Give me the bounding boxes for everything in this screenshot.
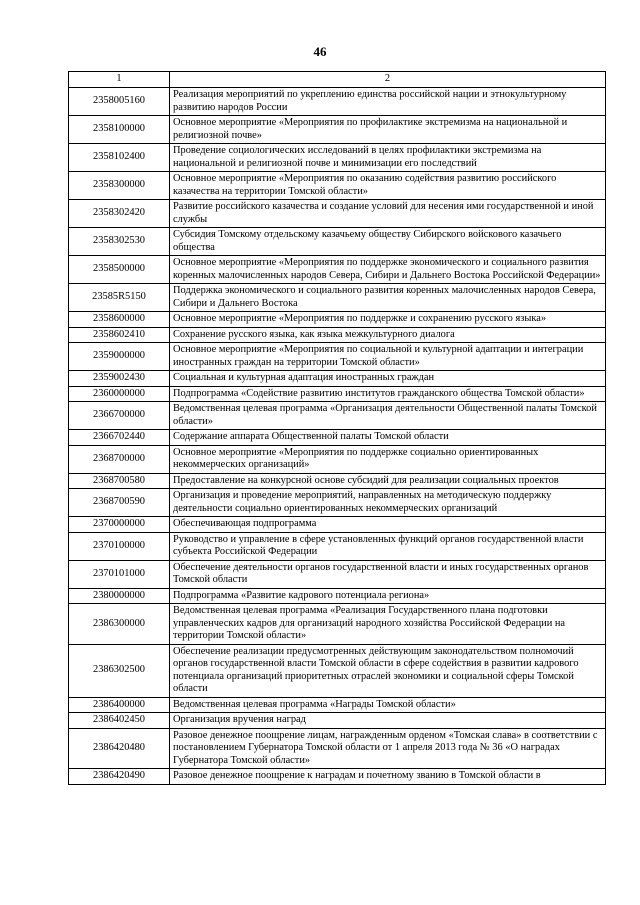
row-name: Обеспечение реализации предусмотренных действующим законодательством полномочий органов государственной власти Томской области в сфере содействия в развитии кадрового потенциала организаций приоритетных отраслей экономики и социальной сферы Томской области bbox=[170, 644, 606, 697]
row-name: Разовое денежное поощрение к наградам и почетному званию в Томской области в bbox=[170, 769, 606, 785]
table-row bbox=[69, 532, 606, 560]
table-row bbox=[69, 116, 606, 144]
row-name: Реализация мероприятий по укреплению единства российской нации и этнокультурному развитию народов России bbox=[170, 88, 606, 116]
row-name: Обеспечивающая подпрограмма bbox=[170, 517, 606, 533]
table-row bbox=[69, 604, 606, 645]
row-name: Субсидия Томскому отдельскому казачьему обществу Сибирского войскового казачьего общества bbox=[170, 228, 606, 256]
table-row bbox=[69, 560, 606, 588]
row-code: 2386420480 bbox=[69, 728, 170, 769]
row-code: 2368700580 bbox=[69, 473, 170, 489]
row-code: 2358302530 bbox=[69, 228, 170, 256]
row-name: Основное мероприятие «Мероприятия по поддержке и сохранению русского языка» bbox=[170, 312, 606, 328]
row-name: Основное мероприятие «Мероприятия по поддержке экономического и социального развития коренных малочисленных народов Севера, Сибири и Дальнего Востока Российской Федерации» bbox=[170, 256, 606, 284]
row-name: Ведомственная целевая программа «Награды Томской области» bbox=[170, 697, 606, 713]
row-code: 2386302500 bbox=[69, 644, 170, 697]
row-name: Основное мероприятие «Мероприятия по оказанию содействия развитию российского казачества на территории Томской области» bbox=[170, 172, 606, 200]
table-row bbox=[69, 473, 606, 489]
table-row bbox=[69, 228, 606, 256]
row-code: 2368700000 bbox=[69, 445, 170, 473]
row-name: Социальная и культурная адаптация иностранных граждан bbox=[170, 371, 606, 387]
row-name: Основное мероприятие «Мероприятия по профилактике экстремизма на национальной и религиозной почве» bbox=[170, 116, 606, 144]
row-code: 2366702440 bbox=[69, 430, 170, 446]
table-row bbox=[69, 517, 606, 533]
row-code: 2358300000 bbox=[69, 172, 170, 200]
row-code: 2358302420 bbox=[69, 200, 170, 228]
row-code: 2359002430 bbox=[69, 371, 170, 387]
row-code: 2370101000 bbox=[69, 560, 170, 588]
row-code: 2358100000 bbox=[69, 116, 170, 144]
row-code: 2358500000 bbox=[69, 256, 170, 284]
row-name: Обеспечение деятельности органов государственной власти и иных государственных органов Томской области bbox=[170, 560, 606, 588]
row-code: 2366700000 bbox=[69, 402, 170, 430]
table-row bbox=[69, 769, 606, 785]
row-name: Организация вручения наград bbox=[170, 713, 606, 729]
row-name: Разовое денежное поощрение лицам, награжденным орденом «Томская слава» в соответствии с постановлением Губернатора Томской области от 1 апреля 2013 года № 36 «О наградах Губернатора Томской области» bbox=[170, 728, 606, 769]
table-row bbox=[69, 88, 606, 116]
row-code: 2370000000 bbox=[69, 517, 170, 533]
row-name: Сохранение русского языка, как языка межкультурного диалога bbox=[170, 327, 606, 343]
row-code: 2380000000 bbox=[69, 588, 170, 604]
table-row bbox=[69, 728, 606, 769]
table-row bbox=[69, 713, 606, 729]
table-row bbox=[69, 386, 606, 402]
table-row bbox=[69, 402, 606, 430]
row-code: 2368700590 bbox=[69, 489, 170, 517]
table-row bbox=[69, 172, 606, 200]
column-header-name: 2 bbox=[170, 72, 606, 88]
row-code: 2386400000 bbox=[69, 697, 170, 713]
row-name: Ведомственная целевая программа «Организация деятельности Общественной палаты Томской области» bbox=[170, 402, 606, 430]
row-code: 2358005160 bbox=[69, 88, 170, 116]
column-header-code: 1 bbox=[69, 72, 170, 88]
table-row bbox=[69, 430, 606, 446]
page-number: 46 bbox=[313, 44, 327, 59]
row-name: Проведение социологических исследований в целях профилактики экстремизма на национальной и религиозной почве и минимизации его последствий bbox=[170, 144, 606, 172]
classification-table bbox=[68, 71, 606, 785]
table-row bbox=[69, 144, 606, 172]
row-name: Развитие российского казачества и создание условий для несения ими государственной и иной службы bbox=[170, 200, 606, 228]
row-code: 23585R5150 bbox=[69, 284, 170, 312]
row-code: 2359000000 bbox=[69, 343, 170, 371]
row-name: Подпрограмма «Содействие развитию институтов гражданского общества Томской области» bbox=[170, 386, 606, 402]
row-name: Организация и проведение мероприятий, направленных на методическую поддержку деятельности социально ориентированных некоммерческих организаций bbox=[170, 489, 606, 517]
table-row bbox=[69, 644, 606, 697]
table-row bbox=[69, 697, 606, 713]
table-row bbox=[69, 343, 606, 371]
table-row bbox=[69, 200, 606, 228]
table-row bbox=[69, 371, 606, 387]
row-code: 2386402450 bbox=[69, 713, 170, 729]
row-code: 2360000000 bbox=[69, 386, 170, 402]
row-name: Предоставление на конкурсной основе субсидий для реализации социальных проектов bbox=[170, 473, 606, 489]
table-row bbox=[69, 284, 606, 312]
row-code: 2358600000 bbox=[69, 312, 170, 328]
row-name: Основное мероприятие «Мероприятия по поддержке социально ориентированных некоммерческих организаций» bbox=[170, 445, 606, 473]
row-name: Подпрограмма «Развитие кадрового потенциала региона» bbox=[170, 588, 606, 604]
row-name: Руководство и управление в сфере установленных функций органов государственной власти субъекта Российской Федерации bbox=[170, 532, 606, 560]
row-code: 2358102400 bbox=[69, 144, 170, 172]
row-name: Ведомственная целевая программа «Реализация Государственного плана подготовки управленческих кадров для организаций народного хозяйства Российской Федерации на территории Томской области» bbox=[170, 604, 606, 645]
row-name: Поддержка экономического и социального развития коренных малочисленных народов Севера, Сибири и Дальнего Востока bbox=[170, 284, 606, 312]
table-row bbox=[69, 489, 606, 517]
table-row bbox=[69, 312, 606, 328]
row-name: Содержание аппарата Общественной палаты Томской области bbox=[170, 430, 606, 446]
table-header-row bbox=[69, 72, 606, 88]
row-code: 2370100000 bbox=[69, 532, 170, 560]
row-code: 2386420490 bbox=[69, 769, 170, 785]
table-row bbox=[69, 256, 606, 284]
table-row bbox=[69, 445, 606, 473]
table-row bbox=[69, 327, 606, 343]
row-code: 2386300000 bbox=[69, 604, 170, 645]
row-name: Основное мероприятие «Мероприятия по социальной и культурной адаптации и интеграции иностранных граждан на территории Томской области» bbox=[170, 343, 606, 371]
row-code: 2358602410 bbox=[69, 327, 170, 343]
table-row bbox=[69, 588, 606, 604]
